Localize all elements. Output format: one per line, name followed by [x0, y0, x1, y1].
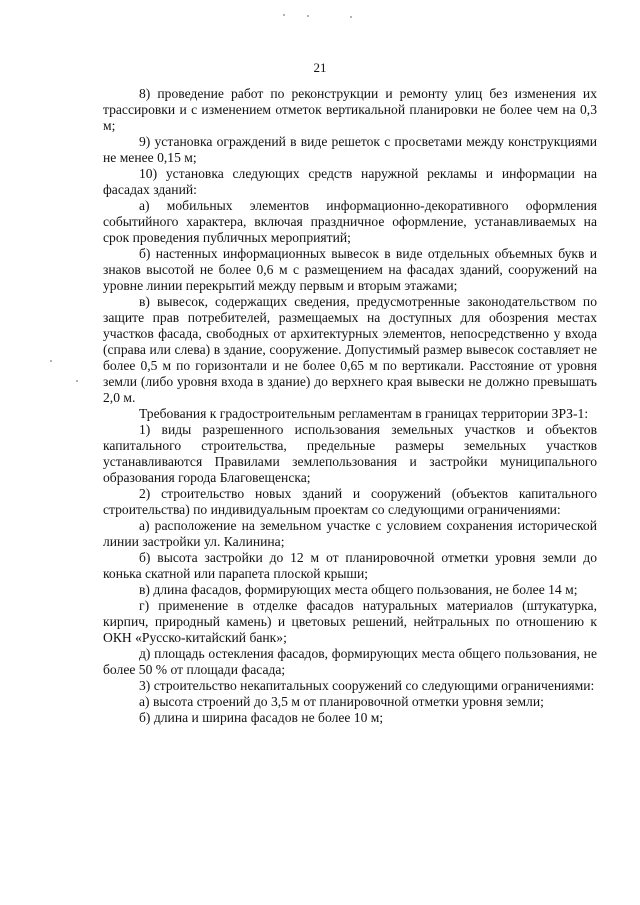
paragraph-subitem-b: б) настенных информационных вывесок в виде отдельных объемных букв и знаков высотой не более 0,6 м с размещением на фасадах зданий, сооружений на уровне линии перекрытий между первым и вторым этажами; [103, 246, 597, 293]
section-heading-zrz-1: Требования к градостроительным регламентам в границах территории ЗРЗ-1: [139, 406, 589, 421]
paragraph-subitem-g: г) применение в отделке фасадов натуральных материалов (штукатурка, кирпич, природный камень) и цветовых решений, нейтральных по отношению к ОКН «Русско-китайский банк»; [103, 598, 597, 645]
paragraph-item-1: 1) виды разрешенного использования земельных участков и объектов капитального строительства, предельные размеры земельных участков устанавливаются Правилами землепользования и застройки муниципального образования города Благовещенска; [103, 422, 597, 485]
scan-speck [350, 16, 352, 18]
paragraph-item-8: 8) проведение работ по реконструкции и ремонту улиц без изменения их трассировки и с изменением отметок вертикальной планировки не более чем на 0,3 м; [103, 86, 597, 133]
paragraph-item-2: 2) строительство новых зданий и сооружений (объектов капитального строительства) по индивидуальным проектам со следующими ограничениями: [103, 486, 597, 517]
paragraph-item-9: 9) установка ограждений в виде решеток с просветами между конструкциями не менее 0,15 м; [103, 134, 597, 165]
scan-speck [50, 360, 52, 362]
document-body [103, 86, 597, 726]
scan-speck [76, 380, 78, 382]
page-number: 21 [313, 60, 327, 75]
paragraph-item-3: 3) строительство некапитальных сооружений со следующими ограничениями: [139, 678, 595, 693]
paragraph-subitem-v: в) вывесок, содержащих сведения, предусмотренные законодательством по защите прав потребителей, размещаемых на доступных для обозрения местах участков фасада, свободных от архитектурных элементов, непосредственно у входа (справа или слева) в здание, сооружение. Допустимый размер вывесок составляет не более 0,5 м по горизонтали и не более 0,65 м по вертикали. Расстояние от уровня земли (либо уровня входа в здание) до верхнего края вывески не должно превышать 2,0 м. [103, 294, 597, 405]
scan-speck [307, 15, 309, 17]
paragraph-subitem-a: а) мобильных элементов информационно-декоративного оформления событийного характера, включая праздничное оформление, устанавливаемых на срок проведения публичных мероприятий; [103, 198, 597, 245]
paragraph-subitem-b: б) длина и ширина фасадов не более 10 м; [139, 710, 384, 725]
paragraph-subitem-a: а) высота строений до 3,5 м от планировочной отметки уровня земли; [139, 694, 544, 709]
scan-speck [283, 14, 285, 16]
paragraph-subitem-a: а) расположение на земельном участке с условием сохранения исторической линии застройки ул. Калинина; [103, 518, 597, 549]
paragraph-subitem-d: д) площадь остекления фасадов, формирующих места общего пользования, не более 50 % от площади фасада; [103, 646, 597, 677]
paragraph-item-10: 10) установка следующих средств наружной рекламы и информации на фасадах зданий: [103, 166, 597, 197]
paragraph-subitem-b: б) высота застройки до 12 м от планировочной отметки уровня земли до конька скатной или парапета плоской крыши; [103, 550, 597, 581]
paragraph-subitem-v: в) длина фасадов, формирующих места общего пользования, не более 14 м; [139, 582, 578, 597]
